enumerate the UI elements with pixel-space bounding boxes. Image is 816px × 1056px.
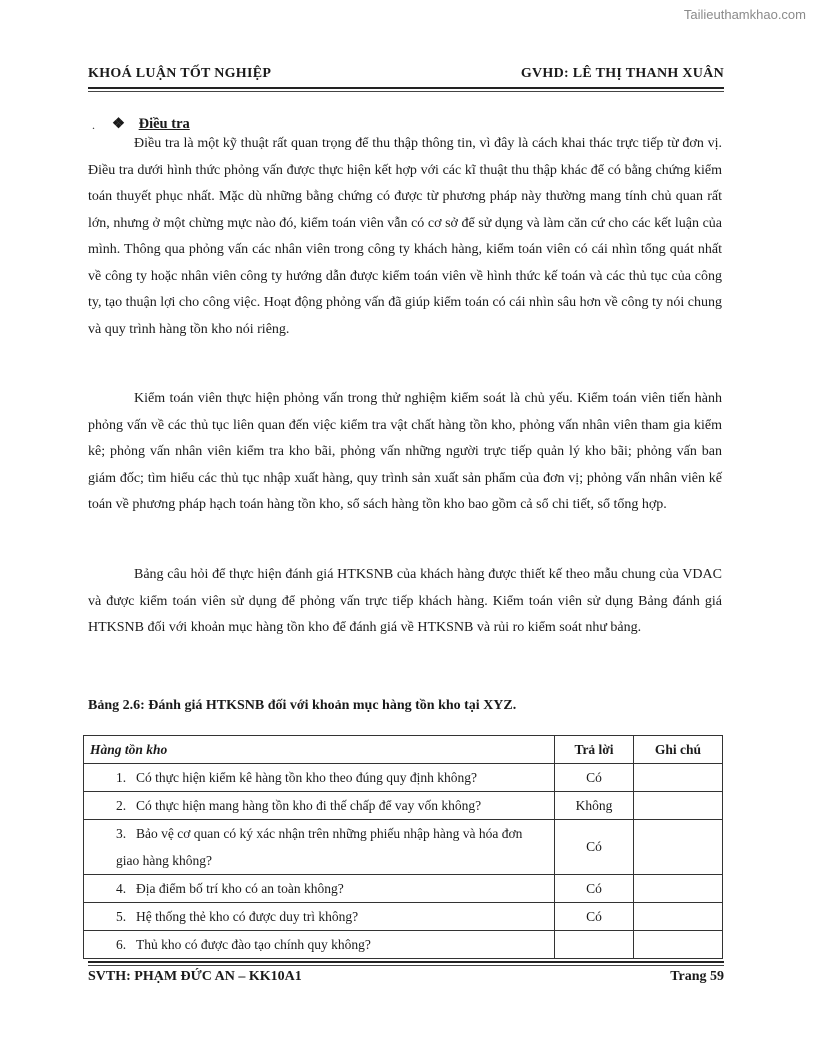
question-cell: [84, 931, 555, 959]
diamond-bullet-icon: ❖: [112, 116, 125, 132]
answer-cell: Không: [555, 792, 634, 820]
question-text: Địa điểm bố trí kho có an toàn không?: [136, 880, 344, 896]
header-thesis-title: KHOÁ LUẬN TỐT NGHIỆP: [88, 66, 272, 81]
footer-page-number: Trang 59: [670, 969, 724, 984]
header-supervisor: GVHD: LÊ THỊ THANH XUÂN: [520, 66, 724, 81]
question-number: 3.: [116, 826, 127, 841]
paragraph-3: Bảng câu hỏi để thực hiện đánh giá HTKSNB của khách hàng được thiết kế theo mẫu chung của VDAC và được kiểm toán viên sử dụng để phỏng vấn trực tiếp khách hàng. Kiểm toán viên sử dụng Bảng đánh giá HTKSNB đối với khoản mục hàng tồn kho để đánh giá về HTKSNB và rủi ro kiểm soát như bảng.: [88, 567, 722, 635]
question-text: Thủ kho có được đào tạo chính quy không?: [136, 936, 371, 952]
note-cell: [634, 903, 723, 931]
answer-cell: [555, 931, 634, 959]
question-cell: [84, 792, 555, 820]
note-cell: [634, 792, 723, 820]
question-cell: [84, 764, 555, 792]
question-text: Có thực hiện mang hàng tồn kho đi thế chấp để vay vốn không?: [136, 797, 482, 813]
header-rule-thin: [88, 91, 724, 92]
question-cell: [84, 903, 555, 931]
header-rule-thick: [88, 87, 724, 89]
table-row: [84, 931, 723, 959]
watermark-text: Tailieuthamkhao.com: [683, 7, 806, 22]
section-title: Điều tra: [138, 116, 190, 132]
question-text: Có thực hiện kiểm kê hàng tồn kho theo đúng quy định không?: [136, 769, 478, 785]
answer-cell: Có: [555, 875, 634, 903]
footer-student: SVTH: PHẠM ĐỨC AN – KK10A1: [88, 969, 302, 984]
page-footer: [88, 969, 724, 985]
question-text: Hệ thống thẻ kho có được duy trì không?: [136, 908, 359, 924]
question-cell: [84, 820, 555, 875]
header-answer: Trả lời: [555, 736, 634, 764]
table-row: [84, 820, 723, 875]
note-cell: [634, 764, 723, 792]
footer-rule-thin: [88, 965, 724, 966]
note-cell: [634, 875, 723, 903]
answer-cell: Có: [555, 820, 634, 875]
question-cell: [84, 875, 555, 903]
table-row: [84, 875, 723, 903]
table-row: [84, 764, 723, 792]
page-header: [88, 66, 724, 82]
answer-cell: Có: [555, 903, 634, 931]
footer-rule-thick: [88, 961, 724, 963]
question-number: 6.: [116, 936, 127, 952]
header-inventory: Hàng tồn kho: [84, 736, 555, 764]
question-number: 2.: [116, 797, 127, 813]
answer-cell: Có: [555, 764, 634, 792]
table-caption: Bảng 2.6: Đánh giá HTKSNB đối với khoản mục hàng tồn kho tại XYZ.: [88, 698, 517, 713]
table-row: [84, 792, 723, 820]
paragraph-1: Điều tra là một kỹ thuật rất quan trọng để thu thập thông tin, vì đây là cách khai thác trực tiếp từ đơn vị. Điều tra dưới hình thức phỏng vấn được thực hiện kết hợp với các kĩ thuật thu thập khác để có bằng chứng kiểm toán thuyết phục nhất. Mặc dù những bằng chứng có được từ phương pháp này thường mang tính chủ quan rất lớn, nhưng ở một chừng mực nào đó, kiểm toán viên vẫn có cơ sở để sử dụng và làm căn cứ cho các kết luận của mình. Thông qua phỏng vấn các nhân viên trong công ty khách hàng, kiểm toán viên có cái nhìn tổng quát nhất về công ty hoặc nhân viên công ty hướng dẫn được kiểm toán viên về hình thức kế toán và các thủ tục của công ty, tạo thuận lợi cho công việc. Hoạt động phỏng vấn đã giúp kiểm toán có cái nhìn sâu hơn về công ty nói chung và quy trình hàng tồn kho nói riêng.: [88, 136, 722, 337]
header-note: Ghi chú: [634, 736, 723, 764]
table-row: [84, 903, 723, 931]
question-number: 1.: [116, 769, 127, 785]
question-number: 4.: [116, 880, 127, 896]
inventory-assessment-table: [83, 735, 723, 959]
question-number: 5.: [116, 908, 127, 924]
scan-speck: .: [92, 118, 95, 132]
paragraph-2: Kiểm toán viên thực hiện phỏng vấn trong thử nghiệm kiểm soát là chủ yếu. Kiểm toán viên tiến hành phỏng vấn về các thủ tục liên quan đến việc kiểm tra vật chất hàng tồn kho, phỏng vấn nhân viên tham gia kiểm kê; phỏng vấn nhân viên kiểm tra kho bãi, phỏng vấn những người trực tiếp quản lý kho bãi; phỏng vấn ban giám đốc; tìm hiểu các thủ tục nhập xuất hàng, quy trình sản xuất sản phẩm của đơn vị; phỏng vấn nhân viên kế toán về phương pháp hạch toán hàng tồn kho, sổ sách hàng tồn kho bao gồm cả sổ chi tiết, sổ tổng hợp.: [88, 391, 722, 512]
note-cell: [634, 820, 723, 875]
table-header-row: [84, 736, 723, 764]
question-text: Bảo vệ cơ quan có ký xác nhận trên những phiếu nhập hàng và hóa đơn giao hàng không?: [116, 826, 523, 868]
note-cell: [634, 931, 723, 959]
